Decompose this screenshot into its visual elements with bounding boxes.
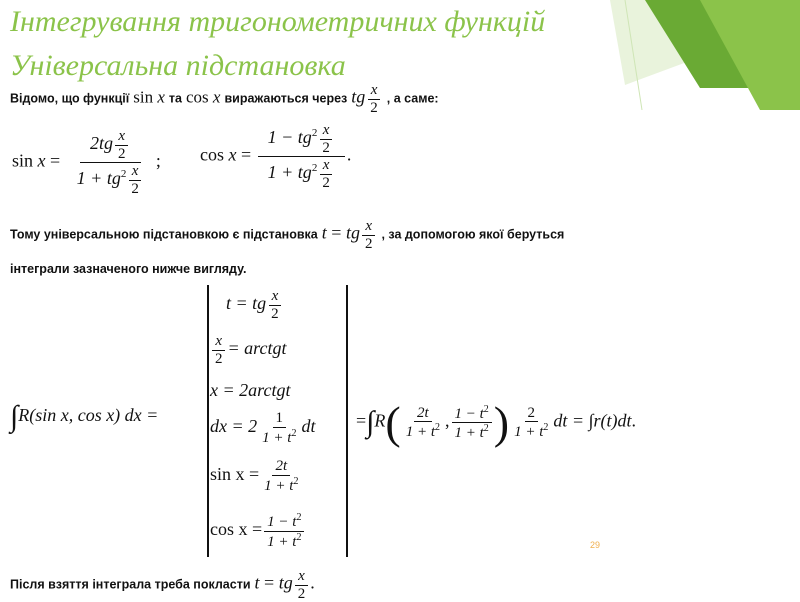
and-text: та [168, 91, 182, 106]
table-right-bar [346, 285, 348, 557]
cos-fraction: $1 - tg^2$ $\frac{x}{2}$ $1 + tg^2$ $\frac{x}{2}$ [258, 122, 345, 191]
intro-text: Відомо, що функції [10, 91, 130, 106]
therefore-text: Тому універсальною підстановкою є підстановка [10, 227, 318, 242]
x-var: x [157, 87, 165, 107]
sin-fraction: 2tg $\frac{x}{2}$ $1 + tg^2$ $\frac{x}{2}$ [67, 128, 154, 197]
x-var: x [212, 87, 221, 107]
namely-text: , а саме: [386, 91, 439, 106]
final-line: Після взяття інтеграла треба покласти t = tg $\frac{x}{2}$ . [10, 568, 315, 602]
after-text: Після взяття інтеграла треба покласти [10, 577, 251, 592]
sub-row-t: t = tg $\frac{x}{2}$ [226, 288, 284, 322]
page-number: 29 [590, 540, 601, 550]
sub-row-x: x = 2arctgt [210, 380, 291, 400]
substitution-line: Тому універсальною підстановкою є підстановка t = tg $\frac{x}{2}$ , за допомогою якої беруться [10, 218, 565, 252]
sin-word: sin [133, 87, 154, 107]
rhs-integral: =∫R( $\frac{2t}{1 + t^2}$ , $\frac{1 - t^2}{1 + t^2}$ ) $\frac{2}{1 + t^2}$ dt = ∫r(t)dt. [356, 397, 636, 448]
intro-line [10, 82, 439, 116]
table-left-bar [207, 285, 209, 557]
slide-title-line1: Інтегрування тригонометричних функцій [10, 5, 546, 38]
x-over-2-fraction: $\frac{x}{2}$ [367, 82, 381, 116]
sin-formula: sin x = 2tg $\frac{x}{2}$ $1 + tg^2$ $\frac{x}{2}$ ; [12, 128, 161, 197]
slide-title-line2: Універсальна підстановка [10, 49, 346, 82]
sub-row-cos: cos x = $\frac{1 - t^2}{1 + t^2}$ [210, 512, 306, 550]
sub-row-sin: sin x = $\frac{2t}{1 + t^2}$ [210, 458, 299, 494]
sub-row-dx: dx = 2 $\frac{1}{1 + t^2}$ dt [210, 410, 316, 446]
integrals-text: інтеграли зазначеного нижче вигляду. [10, 262, 247, 276]
cos-word: cos [185, 87, 209, 107]
cos-formula: cos x = $1 - tg^2$ $\frac{x}{2}$ $1 + tg^2$ $\frac{x}{2}$ . [200, 122, 352, 191]
lhs-integral: ∫R(sin x, cos x) dx = [10, 400, 159, 433]
tg-func: tg [351, 86, 366, 107]
sub-row-x-half: $\frac{x}{2}$ = arctgt [210, 333, 286, 367]
expressed-text: виражаються через [224, 91, 348, 106]
with-help-text: , за допомогою якої беруться [381, 227, 565, 242]
